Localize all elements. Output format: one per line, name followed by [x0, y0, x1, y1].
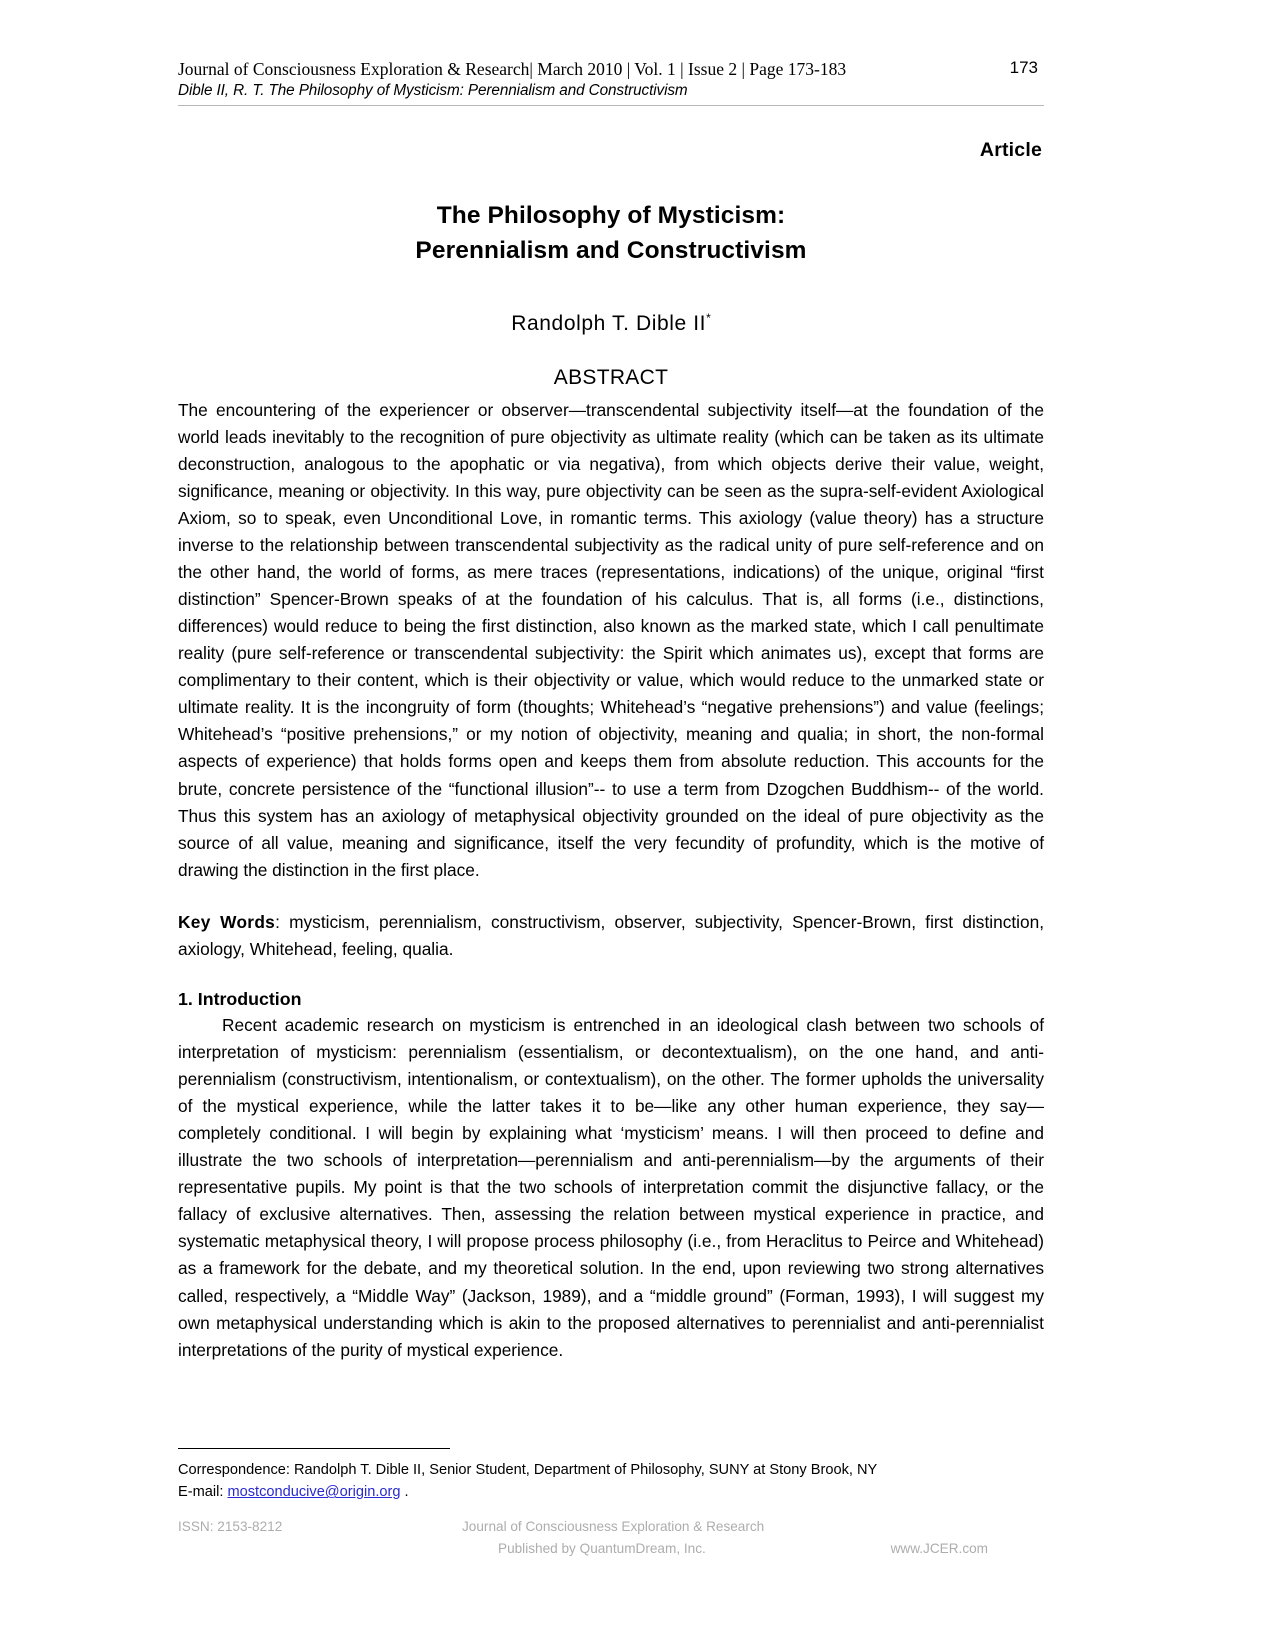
footer-row-1 [178, 1516, 1044, 1538]
correspondence-line: Correspondence: Randolph T. Dible II, Senior Student, Department of Philosophy, SUNY at Stony Brook, NY [178, 1462, 878, 1478]
page-content [178, 58, 1044, 1364]
header-divider [178, 105, 1044, 106]
keywords-label: Key Words [178, 911, 276, 932]
email-link[interactable]: mostconducive@origin.org [227, 1484, 401, 1501]
title-line-1: The Philosophy of Mysticism: [436, 201, 786, 229]
issn-label: ISSN: 2153-8212 [178, 1519, 283, 1534]
keywords-separator: : [275, 911, 290, 932]
author-footnote-marker: * [706, 310, 711, 325]
abstract-body: The encountering of the experiencer or observer—transcendental subjectivity itself—at the foundation of the world leads inevitably to the recognition of pure objectivity as ultimate reality (which can be taken as its ultimate deconstruction, analogous to the apophatic or via negativa), from which objects derive their value, weight, significance, meaning or objectivity. In this way, pure objectivity can be seen as the supra-self-evident Axiological Axiom, so to speak, even Unconditional Love, in romantic terms. This axiology (value theory) has a structure inverse to the relationship between transcendental subjectivity as the radical unity of pure self-reference and on the other hand, the world of forms, as mere traces (representations, indications) of the unique, original “first distinction” Spencer-Brown speaks of at the foundation of his calculus. That is, all forms (i.e., distinctions, differences) would reduce to being the first distinction, also known as the marked state, which I call penultimate reality (pure self-reference or transcendental subjectivity: the Spirit which animates us), except that forms are complimentary to their content, which is their objectivity or value, which would reduce to the unmarked state or ultimate reality. It is the incongruity of form (thoughts; Whitehead’s “negative prehensions”) and value (feelings; Whitehead’s “positive prehensions,” or my notion of objectivity, meaning and qualia; in short, the non-formal aspects of experience) that holds forms open and keeps them from absolute reduction. This accounts for the brute, concrete persistence of the “functional illusion”-- to use a term from Dzogchen Buddhism-- of the world. Thus this system has an axiology of metaphysical objectivity grounded on the ideal of pure objectivity as the source of all value, meaning and significance, itself the very fecundity of profundity, which is the motive of drawing the distinction in the first place. [178, 399, 1044, 880]
keywords-block [178, 909, 1044, 963]
running-title: Dible II, R. T. The Philosophy of Mysticism: Perennialism and Constructivism [178, 82, 688, 100]
section-heading-introduction: 1. Introduction [178, 988, 302, 1009]
article-type-label: Article [979, 138, 1042, 161]
footnote-block [178, 1448, 1044, 1503]
footer-website: www.JCER.com [890, 1541, 988, 1556]
email-label: E-mail: [178, 1484, 224, 1501]
page-header [178, 58, 1044, 106]
abstract-heading: ABSTRACT [553, 365, 669, 389]
journal-citation-line: Journal of Consciousness Exploration & Research| March 2010 | Vol. 1 | Issue 2 | Page 173-183 [178, 59, 847, 79]
footer-row-2 [178, 1538, 1044, 1560]
author-name [178, 311, 1044, 336]
page-title [178, 198, 1044, 269]
page-number: 173 [1009, 58, 1038, 77]
footnote-divider [178, 1448, 450, 1449]
author-label: Randolph T. Dible II [511, 311, 707, 335]
footer-publisher: Published by QuantumDream, Inc. [498, 1541, 706, 1556]
email-line [178, 1481, 1044, 1503]
footer-journal-name: Journal of Consciousness Exploration & Research [462, 1519, 765, 1534]
title-line-2: Perennialism and Constructivism [415, 237, 807, 265]
keywords-list: mysticism, perennialism, constructivism, observer, subjectivity, Spencer-Brown, first distinction, axiology, Whitehead, feeling, qualia. [178, 911, 1044, 959]
page-footer [178, 1516, 1044, 1560]
email-trailing-period: . [400, 1484, 409, 1501]
introduction-body: Recent academic research on mysticism is entrenched in an ideological clash between two schools of interpretation of mysticism: perennialism (essentialism, or decontextualism), on the one hand, and anti-perennialism (constructivism, intentionalism, or contextualism), on the other. The former upholds the universality of the mystical experience, while the latter takes it to be—like any other human experience, they say— completely conditional. I will begin by explaining what ‘mysticism’ means. I will then proceed to define and illustrate the two schools of interpretation—perennialism and anti-perennialism—by the arguments of their representative pupils. My point is that the two schools of interpretation commit the disjunctive fallacy, or the fallacy of exclusive alternatives. Then, assessing the relation between mystical experience in practice, and systematic metaphysical theory, I will propose process philosophy (i.e., from Heraclitus to Peirce and Whitehead) as a framework for the debate, and my theoretical solution. In the end, upon reviewing two strong alternatives called, respectively, a “Middle Way” (Jackson, 1989), and a “middle ground” (Forman, 1993), I will suggest my own metaphysical understanding which is akin to the proposed alternatives to perennialist and anti-perennialist interpretations of the purity of mystical experience. [178, 1014, 1044, 1360]
